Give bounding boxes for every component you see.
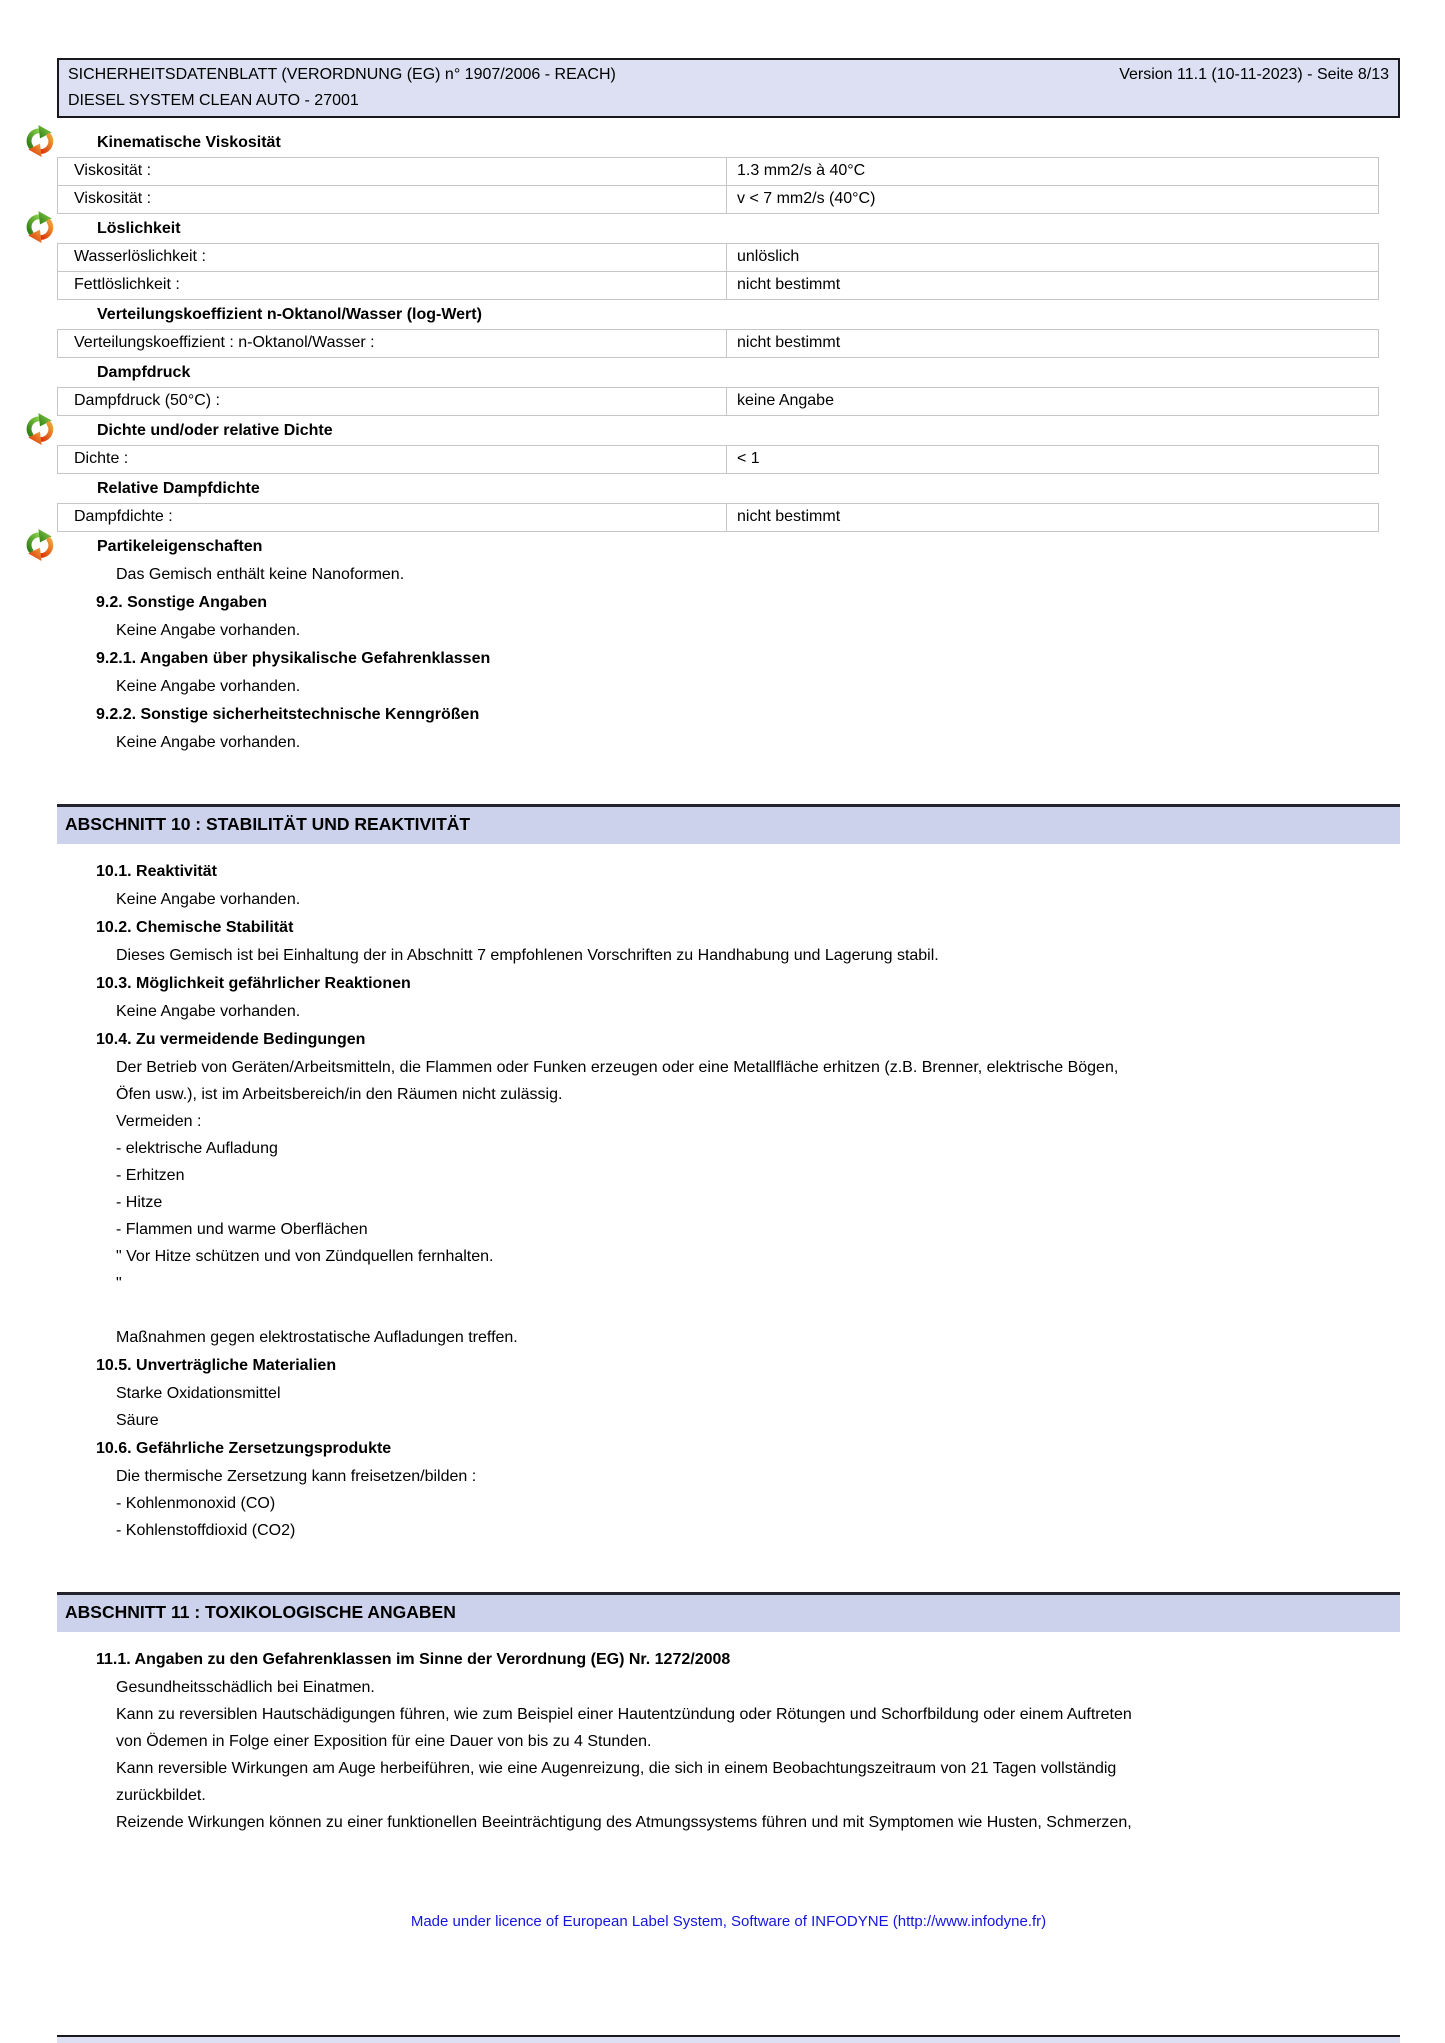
paragraph-line: zurückbildet. bbox=[116, 1787, 206, 1804]
paragraph-line: Öfen usw.), ist im Arbeitsbereich/in den Räumen nicht zulässig. bbox=[116, 1086, 563, 1103]
paragraph-line: Keine Angabe vorhanden. bbox=[116, 734, 301, 751]
subsection-heading: 9.2.1. Angaben über physikalische Gefahrenklassen bbox=[96, 650, 491, 667]
paragraph-line: Kann reversible Wirkungen am Auge herbeiführen, wie eine Augenreizung, die sich in einem Beobachtungszeitraum von 21 Tagen vollständig bbox=[116, 1760, 1117, 1777]
document-title: SICHERHEITSDATENBLATT (VERORDNUNG (EG) n° 1907/2006 - REACH) bbox=[68, 66, 616, 83]
paragraph-line: Keine Angabe vorhanden. bbox=[116, 622, 301, 639]
property-table bbox=[57, 329, 1379, 358]
subsection-heading: 11.1. Angaben zu den Gefahrenklassen im Sinne der Verordnung (EG) Nr. 1272/2008 bbox=[96, 1651, 731, 1668]
property-label: Viskosität : bbox=[57, 186, 727, 214]
table-row bbox=[57, 446, 1379, 474]
footer-licence-link[interactable]: Made under licence of European Label System, Software of INFODYNE (http://www.infodyne.fr) bbox=[410, 1913, 1047, 1930]
section-heading: ABSCHNITT 10 : STABILITÄT UND REAKTIVITÄT bbox=[65, 814, 471, 834]
paragraph-line: Vermeiden : bbox=[116, 1113, 202, 1130]
paragraph-line: - Flammen und warme Oberflächen bbox=[116, 1221, 368, 1238]
property-group-heading: Dampfdruck bbox=[97, 364, 191, 381]
recycle-arrows-icon bbox=[23, 528, 57, 562]
subsection-heading: 10.3. Möglichkeit gefährlicher Reaktionen bbox=[96, 975, 411, 992]
subsection-heading: 9.2. Sonstige Angaben bbox=[96, 594, 267, 611]
document-body bbox=[57, 115, 1400, 1836]
property-group-heading: Verteilungskoeffizient n-Oktanol/Wasser (log-Wert) bbox=[97, 306, 482, 323]
paragraph-line: von Ödemen in Folge einer Exposition für eine Dauer von bis zu 4 Stunden. bbox=[116, 1733, 652, 1750]
subsection-heading: 10.5. Unverträgliche Materialien bbox=[96, 1357, 337, 1374]
paragraph-line: - elektrische Aufladung bbox=[116, 1140, 278, 1157]
property-group-heading: Partikeleigenschaften bbox=[97, 538, 263, 555]
table-row bbox=[57, 158, 1379, 186]
property-group-heading-row bbox=[57, 532, 1400, 561]
version-page-info: Version 11.1 (10-11-2023) - Seite 8/13 bbox=[1119, 66, 1389, 83]
paragraph-line: Die thermische Zersetzung kann freisetzen/bilden : bbox=[116, 1468, 477, 1485]
property-label: Wasserlöslichkeit : bbox=[57, 244, 727, 272]
property-label: Dampfdruck (50°C) : bbox=[57, 388, 727, 416]
product-name: DIESEL SYSTEM CLEAN AUTO - 27001 bbox=[68, 92, 359, 109]
property-label: Dichte : bbox=[57, 446, 727, 474]
property-group-heading-row bbox=[57, 300, 1400, 329]
property-table bbox=[57, 243, 1379, 300]
property-value: < 1 bbox=[727, 446, 1379, 474]
table-row bbox=[57, 388, 1379, 416]
paragraph-line: Gesundheitsschädlich bei Einatmen. bbox=[116, 1679, 375, 1696]
property-value: nicht bestimmt bbox=[727, 272, 1379, 300]
property-group-heading: Kinematische Viskosität bbox=[97, 134, 281, 151]
property-value: unlöslich bbox=[727, 244, 1379, 272]
subsection-heading: 10.1. Reaktivität bbox=[96, 863, 217, 880]
property-group-heading: Relative Dampfdichte bbox=[97, 480, 260, 497]
paragraph-line: Säure bbox=[116, 1412, 159, 1429]
paragraph-line: - Hitze bbox=[116, 1194, 163, 1211]
paragraph-line: Reizende Wirkungen können zu einer funktionellen Beeinträchtigung des Atmungssystems führen und mit Symptomen wie Husten, Schmerzen, bbox=[116, 1814, 1132, 1831]
paragraph-line: " bbox=[116, 1275, 122, 1292]
paragraph-line: Keine Angabe vorhanden. bbox=[116, 891, 301, 908]
property-group-heading-row bbox=[57, 128, 1400, 157]
subsection-heading: 10.2. Chemische Stabilität bbox=[96, 919, 294, 936]
paragraph-line: Maßnahmen gegen elektrostatische Aufladungen treffen. bbox=[116, 1329, 518, 1346]
table-row bbox=[57, 272, 1379, 300]
paragraph-line: - Kohlenmonoxid (CO) bbox=[116, 1495, 276, 1512]
paragraph-line: Der Betrieb von Geräten/Arbeitsmitteln, die Flammen oder Funken erzeugen oder eine Metallfläche erhitzen (z.B. Brenner, elektrische Bögen, bbox=[116, 1059, 1119, 1076]
property-group-heading: Löslichkeit bbox=[97, 220, 181, 237]
document-header bbox=[57, 58, 1400, 118]
property-value: keine Angabe bbox=[727, 388, 1379, 416]
paragraph-line: " Vor Hitze schützen und von Zündquellen fernhalten. bbox=[116, 1248, 494, 1265]
table-row bbox=[57, 244, 1379, 272]
property-label: Verteilungskoeffizient : n-Oktanol/Wasser : bbox=[57, 330, 727, 358]
property-table bbox=[57, 503, 1379, 532]
property-group-heading: Dichte und/oder relative Dichte bbox=[97, 422, 333, 439]
recycle-arrows-icon bbox=[23, 210, 57, 244]
subsection-heading: 9.2.2. Sonstige sicherheitstechnische Kenngrößen bbox=[96, 706, 480, 723]
paragraph-line: Dieses Gemisch ist bei Einhaltung der in Abschnitt 7 empfohlenen Vorschriften zu Handhabung und Lagerung stabil. bbox=[116, 947, 939, 964]
paragraph-line: - Erhitzen bbox=[116, 1167, 185, 1184]
recycle-arrows-icon bbox=[23, 412, 57, 446]
property-value: 1.3 mm2/s à 40°C bbox=[727, 158, 1379, 186]
section-heading-bar bbox=[57, 804, 1400, 844]
table-row bbox=[57, 330, 1379, 358]
property-value: v < 7 mm2/s (40°C) bbox=[727, 186, 1379, 214]
paragraph-line: - Kohlenstoffdioxid (CO2) bbox=[116, 1522, 296, 1539]
next-page-header-strip bbox=[57, 2035, 1400, 2043]
property-table bbox=[57, 387, 1379, 416]
paragraph-line: Keine Angabe vorhanden. bbox=[116, 1003, 301, 1020]
section-heading-bar bbox=[57, 1592, 1400, 1632]
property-table bbox=[57, 157, 1379, 214]
property-value: nicht bestimmt bbox=[727, 504, 1379, 532]
subsection-heading: 10.4. Zu vermeidende Bedingungen bbox=[96, 1031, 366, 1048]
property-label: Fettlöslichkeit : bbox=[57, 272, 727, 300]
property-group-heading-row bbox=[57, 416, 1400, 445]
property-value: nicht bestimmt bbox=[727, 330, 1379, 358]
property-label: Viskosität : bbox=[57, 158, 727, 186]
subsection-heading: 10.6. Gefährliche Zersetzungsprodukte bbox=[96, 1440, 392, 1457]
paragraph-line: Starke Oxidationsmittel bbox=[116, 1385, 281, 1402]
paragraph-line: Kann zu reversiblen Hautschädigungen führen, wie zum Beispiel einer Hautentzündung oder Rötungen und Schorfbildung oder einem Auftreten bbox=[116, 1706, 1132, 1723]
property-group-heading-row bbox=[57, 474, 1400, 503]
section-heading: ABSCHNITT 11 : TOXIKOLOGISCHE ANGABEN bbox=[65, 1602, 456, 1622]
property-group-heading-row bbox=[57, 358, 1400, 387]
table-row bbox=[57, 186, 1379, 214]
paragraph-line bbox=[57, 1297, 1400, 1324]
property-group-heading-row bbox=[57, 214, 1400, 243]
paragraph-line: Das Gemisch enthält keine Nanoformen. bbox=[116, 566, 405, 583]
property-table bbox=[57, 445, 1379, 474]
table-row bbox=[57, 504, 1379, 532]
recycle-arrows-icon bbox=[23, 124, 57, 158]
property-label: Dampfdichte : bbox=[57, 504, 727, 532]
paragraph-line: Keine Angabe vorhanden. bbox=[116, 678, 301, 695]
